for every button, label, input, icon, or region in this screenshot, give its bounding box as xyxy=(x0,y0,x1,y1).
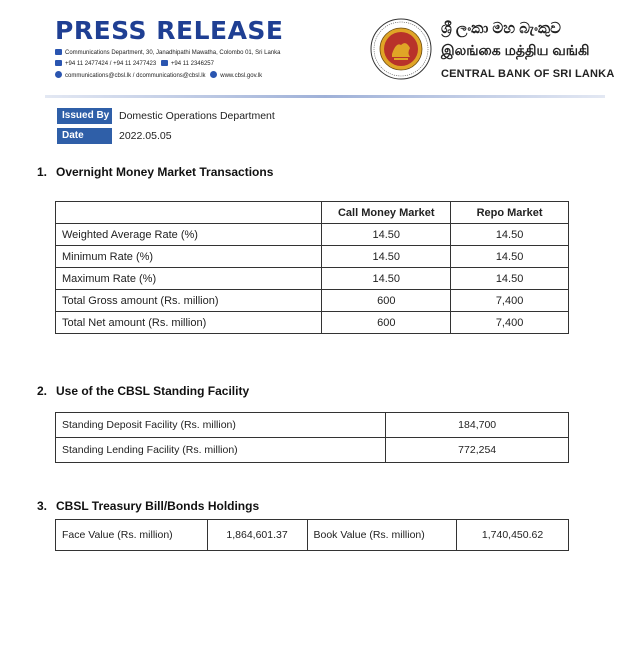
phone-line xyxy=(55,60,214,69)
section-2-number: 2. xyxy=(37,384,48,398)
row-label: Maximum Rate (%) xyxy=(56,268,322,290)
section-1-number: 1. xyxy=(37,165,48,179)
book-value: 1,740,450.62 xyxy=(457,520,569,551)
section-1-heading xyxy=(37,164,273,180)
call-money-value: 600 xyxy=(322,312,451,334)
row-value: 772,254 xyxy=(386,438,569,463)
bank-name-sinhala: ශ්‍රී ලංකා මහ බැංකුව xyxy=(441,20,561,37)
section-1-title: Overnight Money Market Transactions xyxy=(56,165,274,179)
fax-icon xyxy=(161,60,168,66)
date-label: Date xyxy=(57,128,112,144)
call-money-value: 14.50 xyxy=(322,246,451,268)
money-market-table xyxy=(55,201,569,334)
press-release-title: PRESS RELEASE xyxy=(55,16,284,45)
repo-value: 7,400 xyxy=(451,290,569,312)
at-icon xyxy=(55,71,62,78)
issued-by-label: Issued By xyxy=(57,108,112,124)
repo-value: 14.50 xyxy=(451,268,569,290)
row-label: Standing Deposit Facility (Rs. million) xyxy=(56,413,386,438)
table-row xyxy=(56,520,569,551)
standing-facility-table xyxy=(55,412,569,463)
bank-name-tamil: இலங்கை மத்திய வங்கி xyxy=(441,42,590,58)
table-row xyxy=(56,312,569,334)
table-row xyxy=(56,224,569,246)
call-money-value: 600 xyxy=(322,290,451,312)
table-row xyxy=(56,290,569,312)
phone-icon xyxy=(55,60,62,66)
central-bank-seal-icon xyxy=(370,18,432,80)
website-link[interactable]: www.cbsl.gov.lk xyxy=(220,73,263,79)
address-line xyxy=(55,49,280,58)
row-label: Weighted Average Rate (%) xyxy=(56,224,322,246)
table-row xyxy=(56,246,569,268)
section-2-heading xyxy=(37,383,249,399)
address-text: Communications Department, 30, Janadhipathi Mawatha, Colombo 01, Sri Lanka xyxy=(65,50,281,56)
call-money-value: 14.50 xyxy=(322,268,451,290)
repo-value: 7,400 xyxy=(451,312,569,334)
header-cell-empty xyxy=(56,202,322,224)
header-repo-market: Repo Market xyxy=(451,202,569,224)
bank-name-english: CENTRAL BANK OF SRI LANKA xyxy=(441,68,615,80)
table-row xyxy=(56,268,569,290)
book-value-label: Book Value (Rs. million) xyxy=(307,520,457,551)
face-value: 1,864,601.37 xyxy=(207,520,307,551)
section-3-title: CBSL Treasury Bill/Bonds Holdings xyxy=(56,499,260,513)
row-label: Standing Lending Facility (Rs. million) xyxy=(56,438,386,463)
header-call-money-market: Call Money Market xyxy=(322,202,451,224)
row-label: Total Gross amount (Rs. million) xyxy=(56,290,322,312)
section-3-heading xyxy=(37,498,259,514)
table-row xyxy=(56,413,569,438)
repo-value: 14.50 xyxy=(451,246,569,268)
face-value-label: Face Value (Rs. million) xyxy=(56,520,208,551)
letterhead xyxy=(0,0,640,100)
issued-by-value: Domestic Operations Department xyxy=(119,110,275,122)
email-text[interactable]: communications@cbsl.lk / dcommunications@cbsl.lk xyxy=(65,73,206,79)
email-line xyxy=(55,71,262,81)
fax-text: +94 11 2346257 xyxy=(170,61,214,67)
section-2-title: Use of the CBSL Standing Facility xyxy=(56,384,250,398)
row-label: Total Net amount (Rs. million) xyxy=(56,312,322,334)
table-row xyxy=(56,438,569,463)
globe-icon xyxy=(210,71,217,78)
repo-value: 14.50 xyxy=(451,224,569,246)
section-3-number: 3. xyxy=(37,499,48,513)
call-money-value: 14.50 xyxy=(322,224,451,246)
envelope-icon xyxy=(55,49,62,55)
row-label: Minimum Rate (%) xyxy=(56,246,322,268)
treasury-holdings-table xyxy=(55,519,569,551)
header-divider xyxy=(45,95,605,98)
row-value: 184,700 xyxy=(386,413,569,438)
date-value: 2022.05.05 xyxy=(119,130,172,142)
table-header-row xyxy=(56,202,569,224)
phone-text: +94 11 2477424 / +94 11 2477423 xyxy=(65,61,157,67)
